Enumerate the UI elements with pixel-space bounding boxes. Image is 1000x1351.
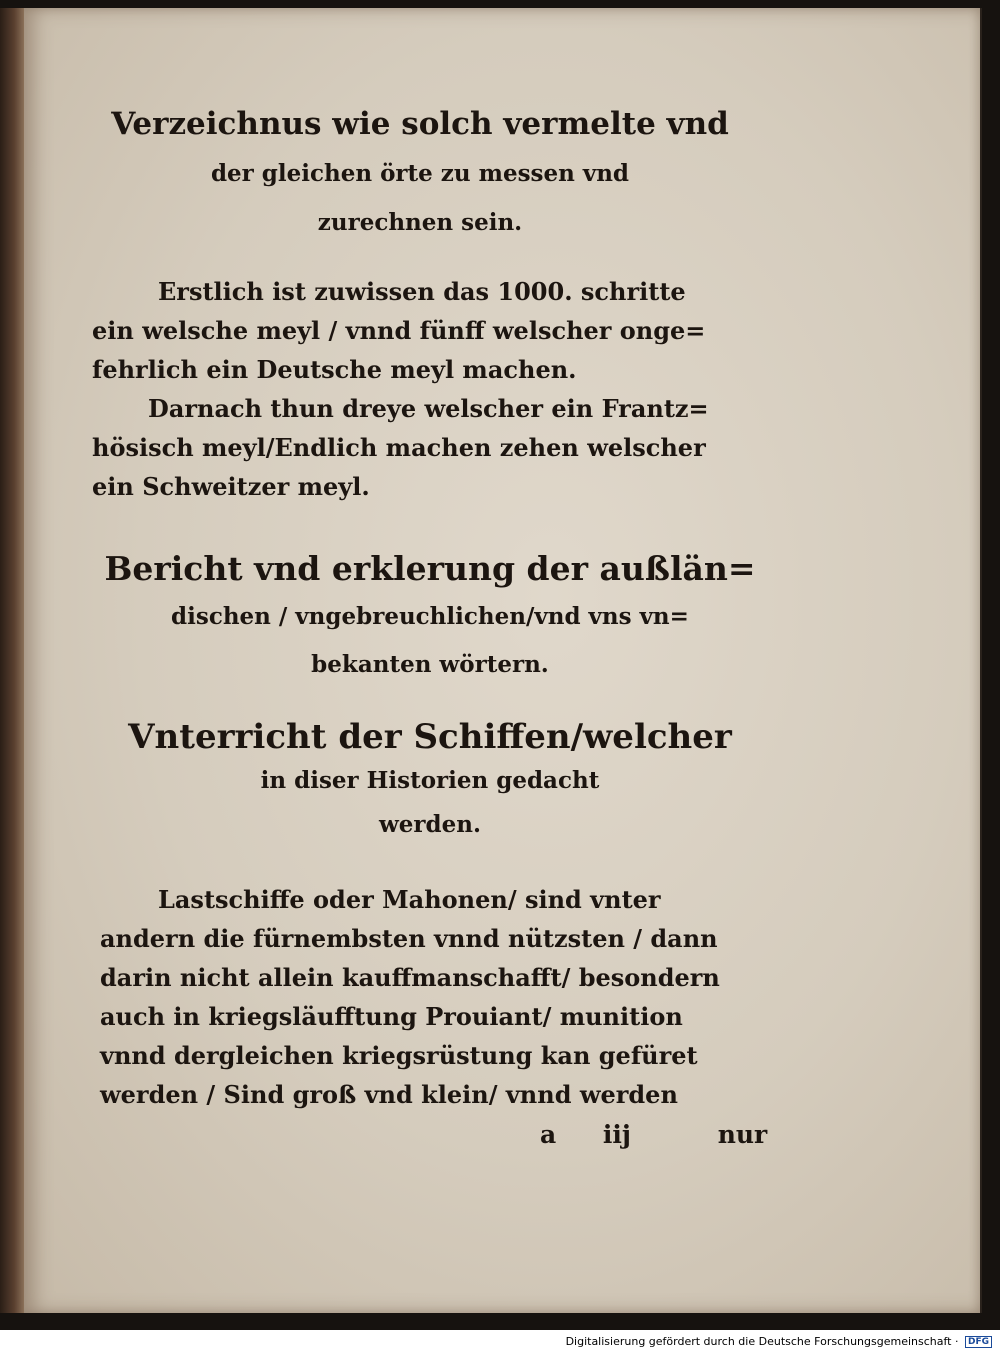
paragraph-line: hösisch meyl/Endlich machen zehen welscher — [92, 433, 706, 462]
paragraph-line: andern die fürnembsten vnnd nützsten / dann — [100, 924, 718, 953]
catchword: nur — [717, 1120, 768, 1149]
paragraph-line: ein Schweitzer meyl. — [92, 472, 370, 501]
footer-text: Digitalisierung gefördert durch die Deutsche Forschungsgemeinschaft · — [565, 1335, 959, 1348]
dfg-logo-icon: DFG — [965, 1336, 992, 1348]
paragraph-line: auch in kriegsläufftung Prouiant/ munition — [100, 1002, 683, 1031]
heading-line: Verzeichnus wie solch vermelte vnd — [111, 106, 729, 142]
heading-line: bekanten wörtern. — [311, 651, 549, 678]
heading-line: zurechnen sein. — [317, 209, 523, 236]
heading-verzeichnus — [70, 100, 770, 247]
signature-line — [540, 1120, 805, 1149]
signature-number: iij — [602, 1120, 631, 1149]
paragraph-line: Erstlich ist zuwissen das 1000. schritte — [158, 277, 686, 306]
paragraph-erstlich — [92, 272, 709, 506]
heading-line: der gleichen örte zu messen vnd — [210, 160, 630, 187]
heading-line: werden. — [379, 811, 481, 838]
heading-line: in diser Historien gedacht — [260, 767, 600, 794]
heading-line: Vnterricht der Schiffen/welcher — [128, 717, 732, 757]
paragraph-line: vnnd dergleichen kriegsrüstung kan gefüret — [100, 1041, 698, 1070]
heading-line: Bericht vnd erklerung der außlän= — [104, 549, 756, 588]
paragraph-line: Darnach thun dreye welscher ein Frantz= — [148, 394, 709, 423]
paragraph-line: fehrlich ein Deutsche meyl machen. — [92, 355, 577, 384]
paragraph-lastschiffe — [100, 880, 720, 1114]
heading-vnterricht — [70, 715, 790, 847]
heading-bericht — [80, 545, 780, 689]
paragraph-line: darin nicht allein kauffmanschafft/ besondern — [100, 963, 720, 992]
paragraph-line: Lastschiffe oder Mahonen/ sind vnter — [158, 885, 661, 914]
paragraph-line: ein welsche meyl / vnnd fünff welscher onge= — [92, 316, 706, 345]
signature-mark: a — [540, 1120, 557, 1149]
book-spine-edge — [0, 8, 24, 1313]
heading-line: dischen / vngebreuchlichen/vnd vns vn= — [171, 603, 689, 630]
paragraph-line: werden / Sind groß vnd klein/ vnnd werden — [100, 1080, 678, 1109]
digitization-footer — [566, 1335, 992, 1348]
